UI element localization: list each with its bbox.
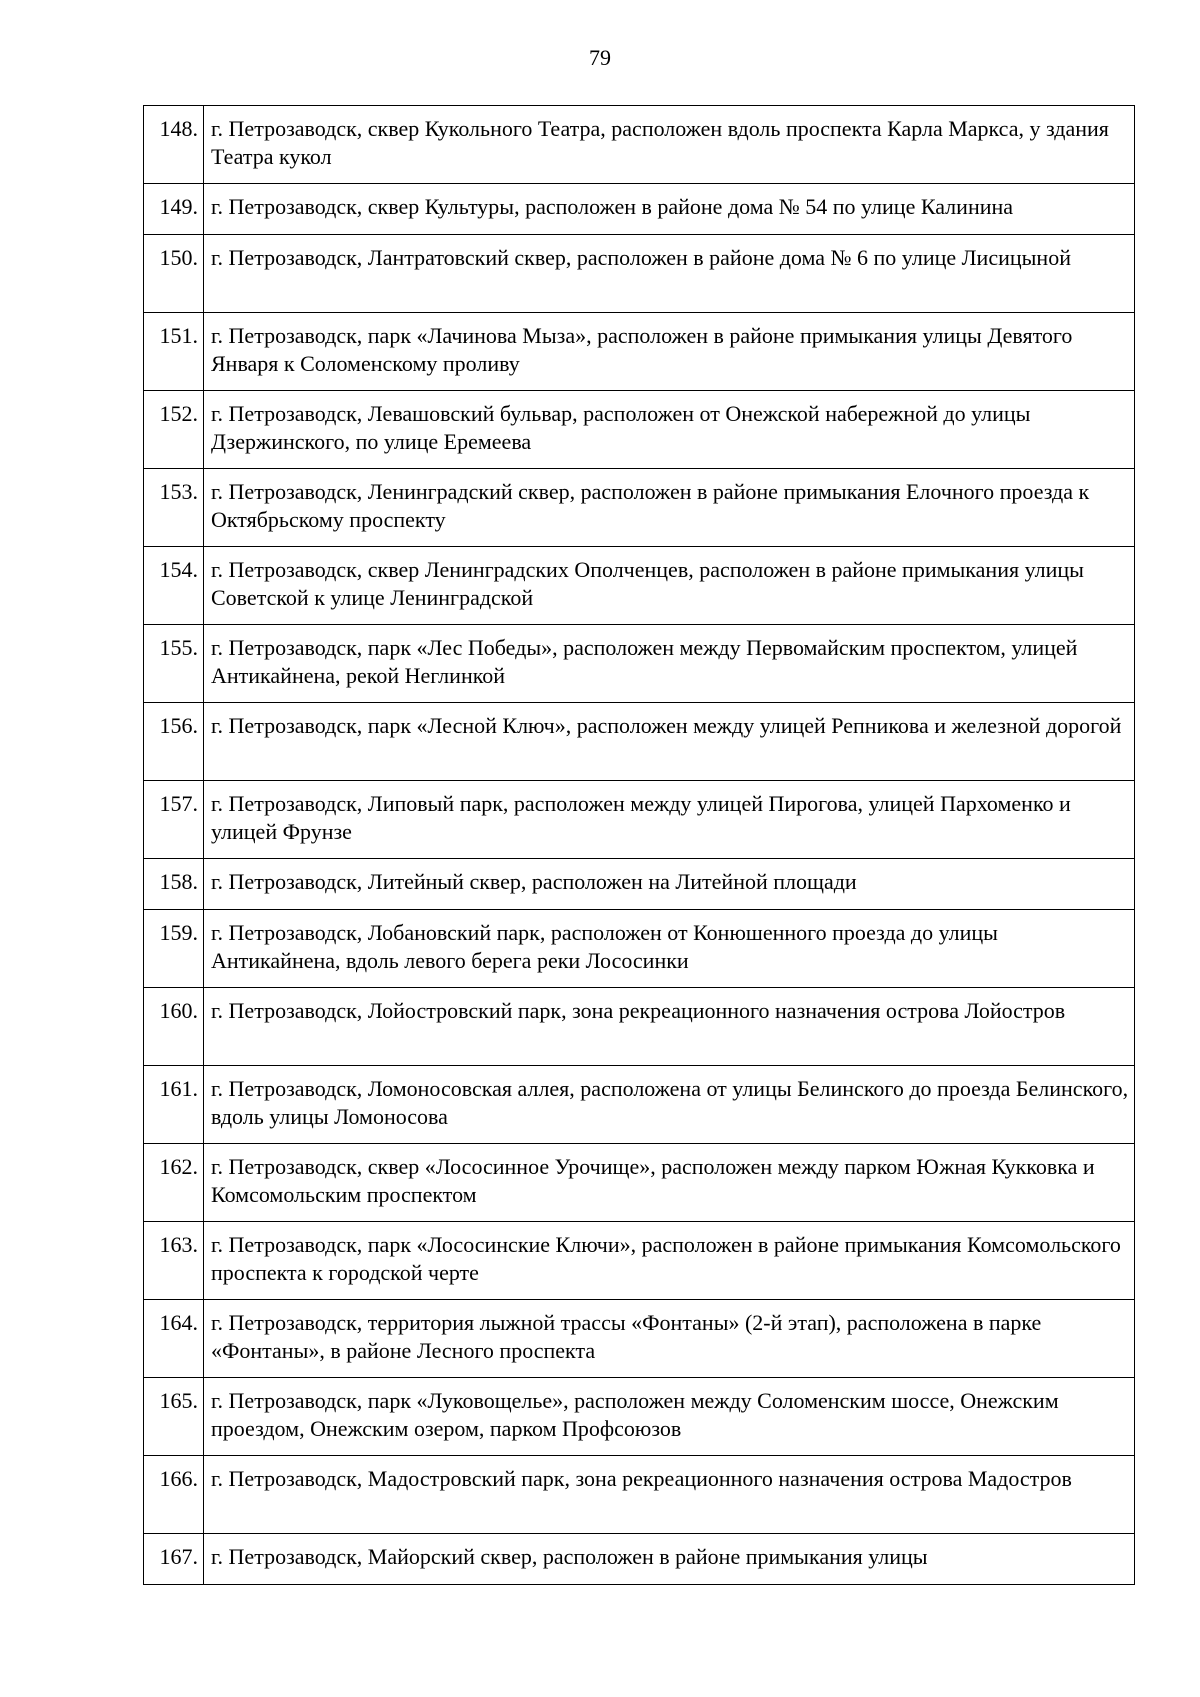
row-text: г. Петрозаводск, территория лыжной трассы «Фонтаны» (2-й этап), расположена в парке «Фонтаны», в районе Лесного проспекта bbox=[204, 1300, 1135, 1378]
row-number: 157. bbox=[144, 781, 204, 859]
table-row bbox=[144, 625, 1135, 703]
table-row bbox=[144, 235, 1135, 313]
row-text: г. Петрозаводск, парк «Лес Победы», расположен между Первомайским проспектом, улицей Антикайнена, рекой Неглинкой bbox=[204, 625, 1135, 703]
row-number: 149. bbox=[144, 184, 204, 235]
row-number: 152. bbox=[144, 391, 204, 469]
row-number: 167. bbox=[144, 1534, 204, 1585]
row-text: г. Петрозаводск, Майорский сквер, расположен в районе примыкания улицы bbox=[204, 1534, 1135, 1585]
row-text: г. Петрозаводск, сквер «Лососинное Урочище», расположен между парком Южная Кукковка и Комсомольским проспектом bbox=[204, 1144, 1135, 1222]
registry-table bbox=[143, 105, 1135, 1585]
row-text: г. Петрозаводск, Литейный сквер, расположен на Литейной площади bbox=[204, 859, 1135, 910]
row-number: 161. bbox=[144, 1066, 204, 1144]
row-text: г. Петрозаводск, Левашовский бульвар, расположен от Онежской набережной до улицы Дзержинского, по улице Еремеева bbox=[204, 391, 1135, 469]
table-row bbox=[144, 1222, 1135, 1300]
row-text: г. Петрозаводск, парк «Лачинова Мыза», расположен в районе примыкания улицы Девятого Января к Соломенскому проливу bbox=[204, 313, 1135, 391]
row-number: 153. bbox=[144, 469, 204, 547]
table-row bbox=[144, 313, 1135, 391]
table-row bbox=[144, 1066, 1135, 1144]
table-row bbox=[144, 184, 1135, 235]
table-row bbox=[144, 1378, 1135, 1456]
row-text: г. Петрозаводск, сквер Кукольного Театра, расположен вдоль проспекта Карла Маркса, у здания Театра кукол bbox=[204, 106, 1135, 184]
table-row bbox=[144, 469, 1135, 547]
row-text: г. Петрозаводск, Ленинградский сквер, расположен в районе примыкания Елочного проезда к Октябрьскому проспекту bbox=[204, 469, 1135, 547]
row-text: г. Петрозаводск, Ломоносовская аллея, расположена от улицы Белинского до проезда Белинского, вдоль улицы Ломоносова bbox=[204, 1066, 1135, 1144]
row-number: 154. bbox=[144, 547, 204, 625]
page-number: 79 bbox=[589, 45, 611, 70]
row-text: г. Петрозаводск, Липовый парк, расположен между улицей Пирогова, улицей Пархоменко и улицей Фрунзе bbox=[204, 781, 1135, 859]
table-row bbox=[144, 1534, 1135, 1585]
table-row bbox=[144, 703, 1135, 781]
row-text: г. Петрозаводск, парк «Лососинские Ключи», расположен в районе примыкания Комсомольского проспекта к городской черте bbox=[204, 1222, 1135, 1300]
row-number: 166. bbox=[144, 1456, 204, 1534]
row-text: г. Петрозаводск, парк «Лесной Ключ», расположен между улицей Репникова и железной дорогой bbox=[204, 703, 1135, 781]
row-number: 160. bbox=[144, 988, 204, 1066]
table-row bbox=[144, 1300, 1135, 1378]
table-row bbox=[144, 391, 1135, 469]
row-text: г. Петрозаводск, Мадостровский парк, зона рекреационного назначения острова Мадостров bbox=[204, 1456, 1135, 1534]
row-text: г. Петрозаводск, Лантратовский сквер, расположен в районе дома № 6 по улице Лисицыной bbox=[204, 235, 1135, 313]
row-text: г. Петрозаводск, сквер Ленинградских Ополченцев, расположен в районе примыкания улицы Советской к улице Ленинградской bbox=[204, 547, 1135, 625]
table-row bbox=[144, 547, 1135, 625]
row-number: 163. bbox=[144, 1222, 204, 1300]
row-text: г. Петрозаводск, парк «Луковощелье», расположен между Соломенским шоссе, Онежским проездом, Онежским озером, парком Профсоюзов bbox=[204, 1378, 1135, 1456]
row-number: 150. bbox=[144, 235, 204, 313]
row-number: 155. bbox=[144, 625, 204, 703]
row-number: 165. bbox=[144, 1378, 204, 1456]
row-text: г. Петрозаводск, Лойостровский парк, зона рекреационного назначения острова Лойостров bbox=[204, 988, 1135, 1066]
table-row bbox=[144, 859, 1135, 910]
table-row bbox=[144, 1456, 1135, 1534]
row-text: г. Петрозаводск, Лобановский парк, расположен от Конюшенного проезда до улицы Антикайнена, вдоль левого берега реки Лососинки bbox=[204, 910, 1135, 988]
row-number: 148. bbox=[144, 106, 204, 184]
table-row bbox=[144, 781, 1135, 859]
row-number: 158. bbox=[144, 859, 204, 910]
table-row bbox=[144, 988, 1135, 1066]
row-number: 164. bbox=[144, 1300, 204, 1378]
row-number: 162. bbox=[144, 1144, 204, 1222]
table-row bbox=[144, 910, 1135, 988]
table-row bbox=[144, 1144, 1135, 1222]
table-row bbox=[144, 106, 1135, 184]
row-number: 151. bbox=[144, 313, 204, 391]
row-number: 156. bbox=[144, 703, 204, 781]
row-text: г. Петрозаводск, сквер Культуры, расположен в районе дома № 54 по улице Калинина bbox=[204, 184, 1135, 235]
row-number: 159. bbox=[144, 910, 204, 988]
